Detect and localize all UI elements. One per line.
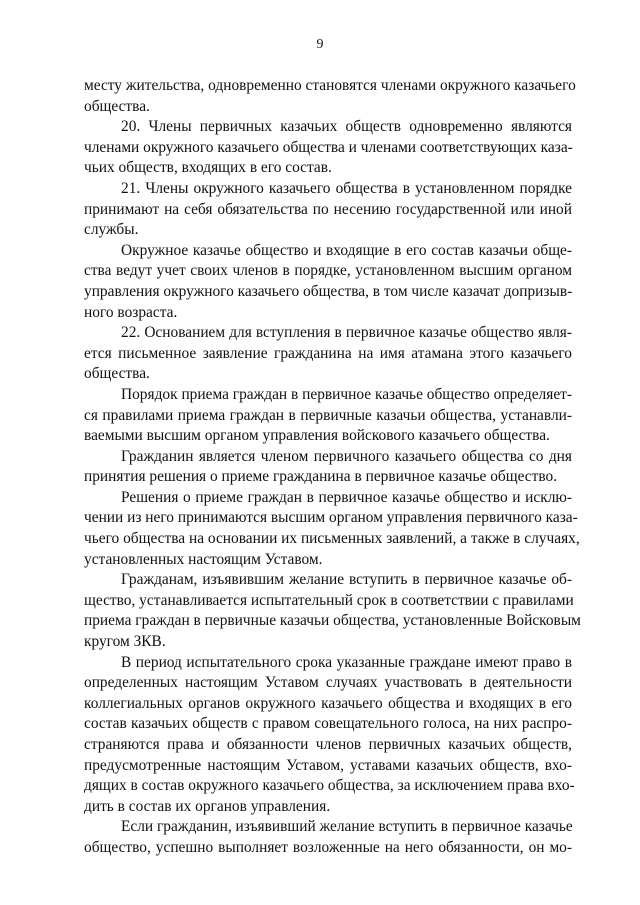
text-line: чении из него принимаются высшим органом управления первичного каза- bbox=[84, 509, 578, 527]
paragraph bbox=[84, 653, 575, 818]
text-line: Если гражданин, изъявивший желание вступить в первичное казачье bbox=[121, 818, 573, 836]
text-line: службы. bbox=[84, 221, 139, 239]
text-line: принятия решения о приеме гражданина в первичное казачье общество. bbox=[84, 468, 558, 486]
paragraph bbox=[84, 488, 580, 570]
text-line: управления окружного казачьего общества, в том числе казачат допризыв- bbox=[84, 282, 573, 300]
text-line: чьих обществ, входящих в его состав. bbox=[84, 159, 332, 177]
text-line: ся правилами приема граждан в первичные казачьи общества, устанавли- bbox=[84, 406, 572, 424]
text-line: Решения о приеме граждан в первичное казачье общество и исклю- bbox=[121, 488, 572, 506]
text-line: приема граждан в первичные казачьи общества, установленные Войсковым bbox=[84, 612, 581, 630]
text-line: дить в состав их органов управления. bbox=[84, 797, 331, 815]
page-number: 9 bbox=[316, 37, 324, 52]
text-line: щество, устанавливается испытательный срок в соответствии с правилами bbox=[84, 591, 574, 609]
text-line: Гражданин является членом первичного казачьего общества со дня bbox=[121, 447, 572, 465]
text-line: месту жительства, одновременно становятся членами окружного казачьего bbox=[84, 77, 576, 94]
text-line: 20. Члены первичных казачьих обществ одновременно являются bbox=[121, 118, 572, 136]
text-line: ется письменное заявление гражданина на имя атамана этого казачьего bbox=[84, 344, 572, 362]
text-line: ства ведут учет своих членов в порядке, установленном высшим органом bbox=[84, 262, 572, 280]
text-line: чьего общества на основании их письменных заявлений, а также в случаях, bbox=[84, 530, 580, 548]
paragraph bbox=[84, 179, 572, 241]
text-line: Гражданам, изъявившим желание вступить в первичное казачье об- bbox=[121, 571, 572, 589]
text-line: общества. bbox=[84, 97, 150, 115]
text-line: определенных настоящим Уставом случаях участвовать в деятельности bbox=[84, 674, 572, 692]
document-body bbox=[84, 76, 581, 859]
text-line: ваемыми высшим органом управления войскового казачьего общества. bbox=[84, 427, 550, 445]
text-line: установленных настоящим Уставом. bbox=[84, 550, 323, 568]
paragraph bbox=[84, 570, 581, 652]
text-line: предусмотренные настоящим Уставом, уставами казачьих обществ, вхо- bbox=[84, 756, 572, 774]
text-line: Порядок приема граждан в первичное казачье общество определяет- bbox=[121, 385, 572, 403]
text-line: страняются права и обязанности членов первичных казачьих обществ, bbox=[84, 736, 572, 753]
paragraph bbox=[84, 241, 572, 323]
text-line: В период испытательного срока указанные граждане имеют право в bbox=[121, 653, 572, 671]
text-line: кругом ЗКВ. bbox=[84, 633, 166, 651]
paragraph bbox=[84, 817, 572, 858]
text-line: 22. Основанием для вступления в первичное казачье общество явля- bbox=[121, 324, 572, 342]
paragraph bbox=[84, 385, 572, 447]
text-line: 21. Члены окружного казачьего общества в установленном порядке bbox=[121, 179, 572, 197]
text-line: коллегиальных органов окружного казачьего общества и входящих в его bbox=[84, 694, 572, 712]
text-line: общества. bbox=[84, 365, 150, 383]
text-line: Окружное казачье общество и входящие в его состав казачьи обще- bbox=[121, 241, 572, 259]
paragraph bbox=[84, 117, 572, 179]
text-line: принимают на себя обязательства по несению государственной или иной bbox=[84, 200, 572, 218]
text-line: дящих в состав окружного казачьего общества, за исключением права вхо- bbox=[84, 777, 575, 795]
paragraph bbox=[84, 76, 576, 117]
text-line: ного возраста. bbox=[84, 303, 178, 321]
paragraph bbox=[84, 323, 572, 385]
text-line: членами окружного казачьего общества и членами соответствующих каза- bbox=[84, 138, 573, 156]
text-line: общество, успешно выполняет возложенные на него обязанности, он мо- bbox=[84, 838, 572, 856]
paragraph bbox=[84, 447, 572, 488]
text-line: состав казачьих обществ с правом совещательного голоса, на них распро- bbox=[84, 715, 572, 733]
